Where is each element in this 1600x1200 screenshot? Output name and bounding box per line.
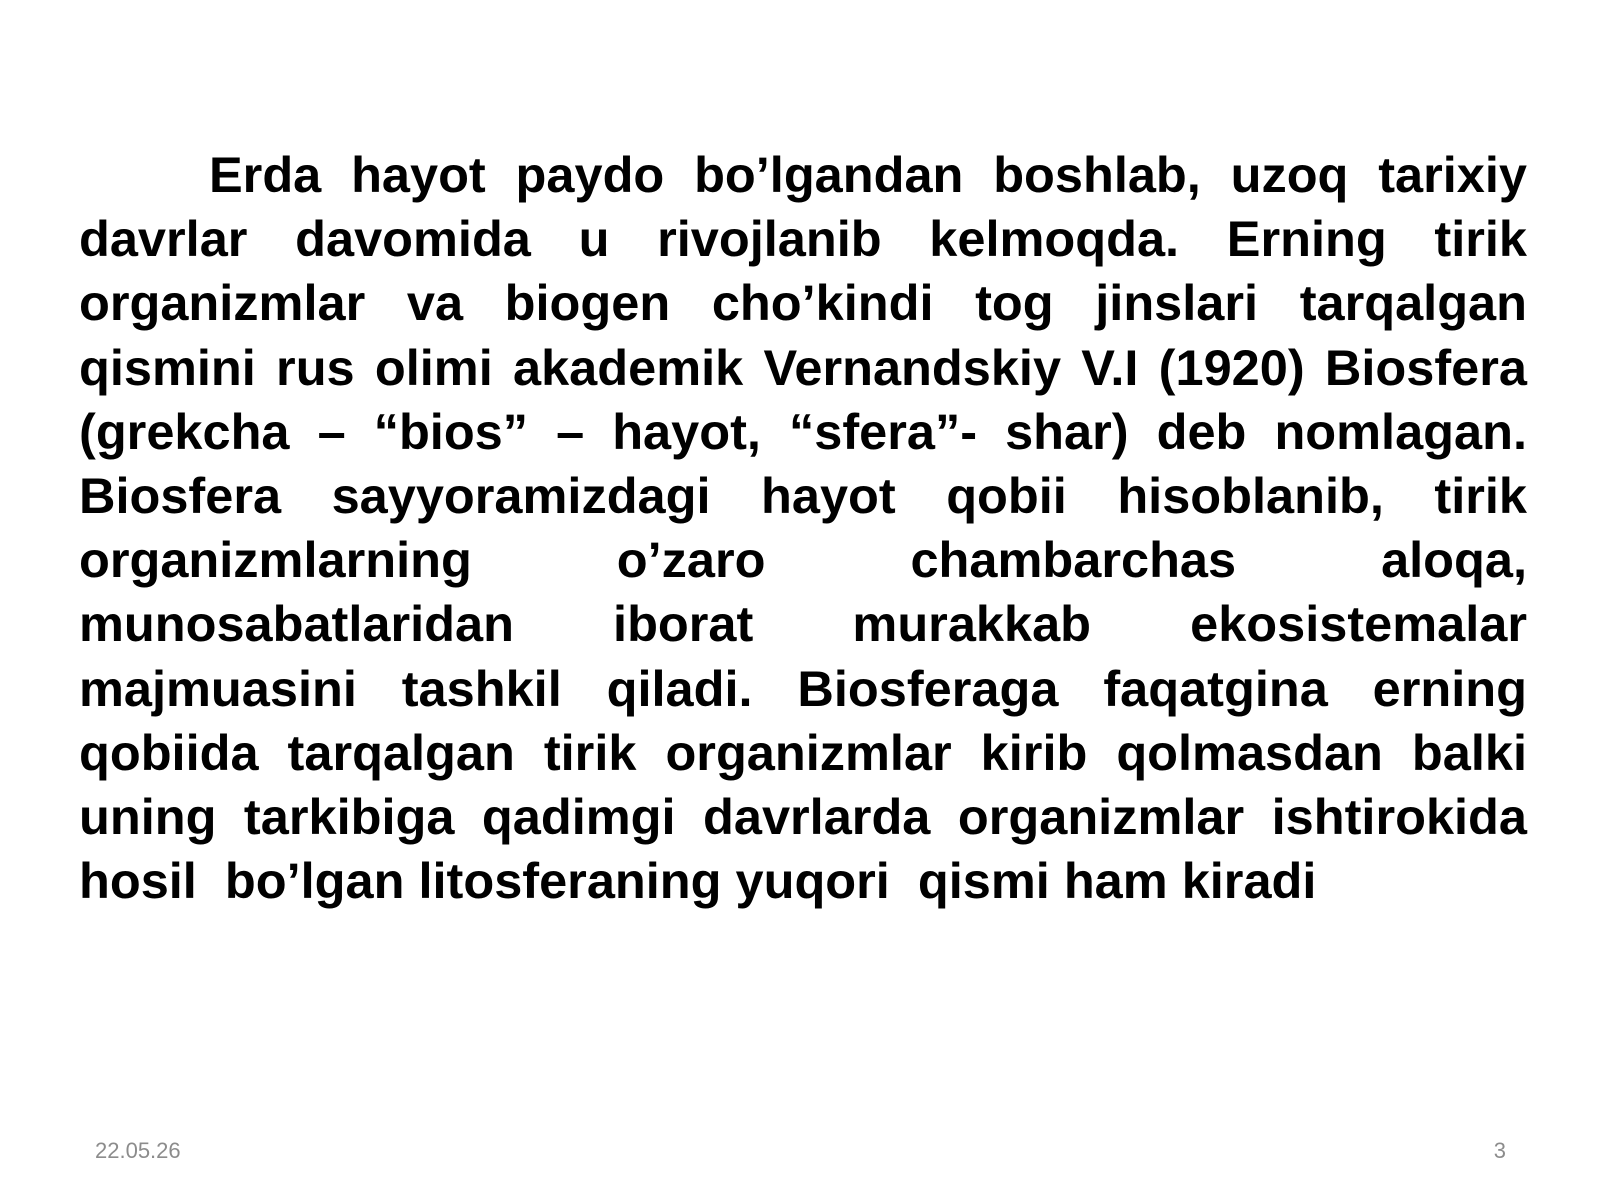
footer-date: 22.05.26 (95, 1138, 181, 1163)
slide-body-text: Erda hayot paydo bo’lgandan boshlab, uzoq tarixiy davrlar davomida u rivojlanib kelmoqda. Erning tirik organizmlar va biogen cho’kindi tog jinslari tarqalgan qismini rus olimi akademik Vernandskiy V.I (1920) Biosfera (grekcha – “bios” – hayot, “sfera”- shar) deb nomlagan. Biosfera sayyoramizdagi hayot qobii hisoblanib, tirik organizmlarning o’zaro chambarchas aloqa, munosabatlaridan iborat murakkab ekosistemalar majmuasini tashkil qiladi. Biosferaga faqatgina erning qobiida tarqalgan tirik organizmlar kirib qolmasdan balki uning tarkibiga qadimgi davrlarda organizmlar ishtirokida hosil bo’lgan litosferaning yuqori qismi ham kiradi (79, 146, 1542, 910)
slide-page-number: 3 (1493, 1138, 1506, 1163)
